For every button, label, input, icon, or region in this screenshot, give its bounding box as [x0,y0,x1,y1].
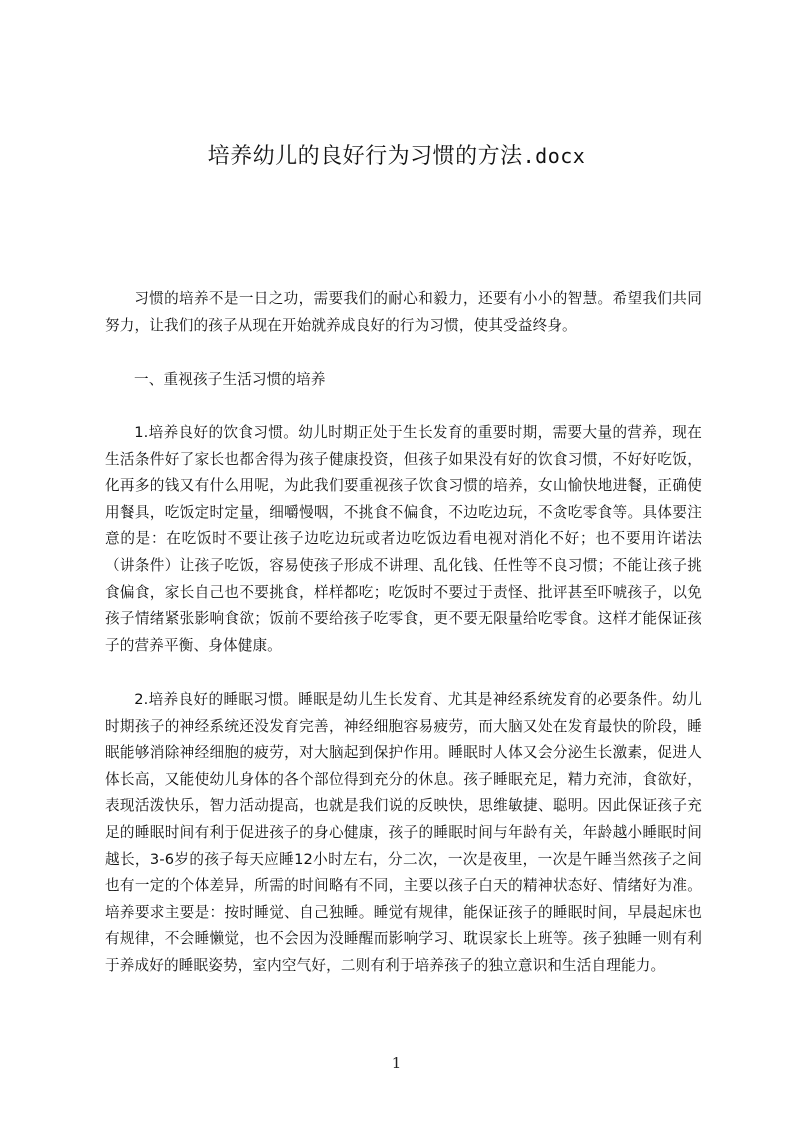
document-title-extension: .docx [522,144,586,168]
diet-habit-paragraph: 1.培养良好的饮食习惯。幼儿时期正处于生长发育的重要时期，需要大量的营养，现在生活条件好了家长也都舍得为孩子健康投资，但孩子如果没有好的饮食习惯，不好好吃饭，化再多的钱又有什么用呢，为此我们要重视孩子饮食习惯的培养，女山愉快地进餐，正确使用餐具，吃饭定时定量，细嚼慢咽，不挑食不偏食，不边吃边玩，不贪吃零食等。具体要注意的是：在吃饭时不要让孩子边吃边玩或者边吃饭边看电视对消化不好；也不要用许诺法（讲条件）让孩子吃饭，容易使孩子形成不讲理、乱化钱、任性等不良习惯；不能让孩子挑食偏食，家长自己也不要挑食，样样都吃；吃饭时不要过于责怪、批评甚至吓唬孩子，以免孩子情绪紧张影响食欲；饭前不要给孩子吃零食，更不要无限量给吃零食。这样才能保证孩子的营养平衡、身体健康。 [105,424,702,654]
section-heading: 一、重视孩子生活习惯的培养 [134,371,326,388]
document-title-text: 培养幼儿的良好行为习惯的方法 [207,144,523,169]
page-number: 1 [391,1054,402,1072]
intro-paragraph: 习惯的培养不是一日之功，需要我们的耐心和毅力，还要有小小的智慧。希望我们共同努力，让我们的孩子从现在开始就养成良好的行为习惯，使其受益终身。 [105,290,702,334]
document-title [0,141,793,172]
sleep-habit-paragraph: 2.培养良好的睡眠习惯。睡眠是幼儿生长发育、尤其是神经系统发育的必要条件。幼儿时期孩子的神经系统还没发育完善，神经细胞容易疲劳，而大脑又处在发育最快的阶段，睡眠能够消除神经细胞的疲劳，对大脑起到保护作用。睡眠时人体又会分泌生长激素，促进人体长高，又能使幼儿身体的各个部位得到充分的休息。孩子睡眠充足，精力充沛，食欲好，表现活泼快乐，智力活动提高，也就是我们说的反映快，思维敏捷、聪明。因此保证孩子充足的睡眠时间有利于促进孩子的身心健康，孩子的睡眠时间与年龄有关，年龄越小睡眠时间越长，3-6岁的孩子每天应睡12小时左右，分二次，一次是夜里，一次是午睡当然孩子之间也有一定的个体差异，所需的时间略有不同，主要以孩子白天的精神状态好、情绪好为准。培养要求主要是：按时睡觉、自己独睡。睡觉有规律，能保证孩子的睡眠时间，早晨起床也有规律，不会睡懒觉，也不会因为没睡醒而影响学习、耽误家长上班等。孩子独睡一则有利于养成好的睡眠姿势，室内空气好，二则有利于培养孩子的独立意识和生活自理能力。 [105,691,702,974]
